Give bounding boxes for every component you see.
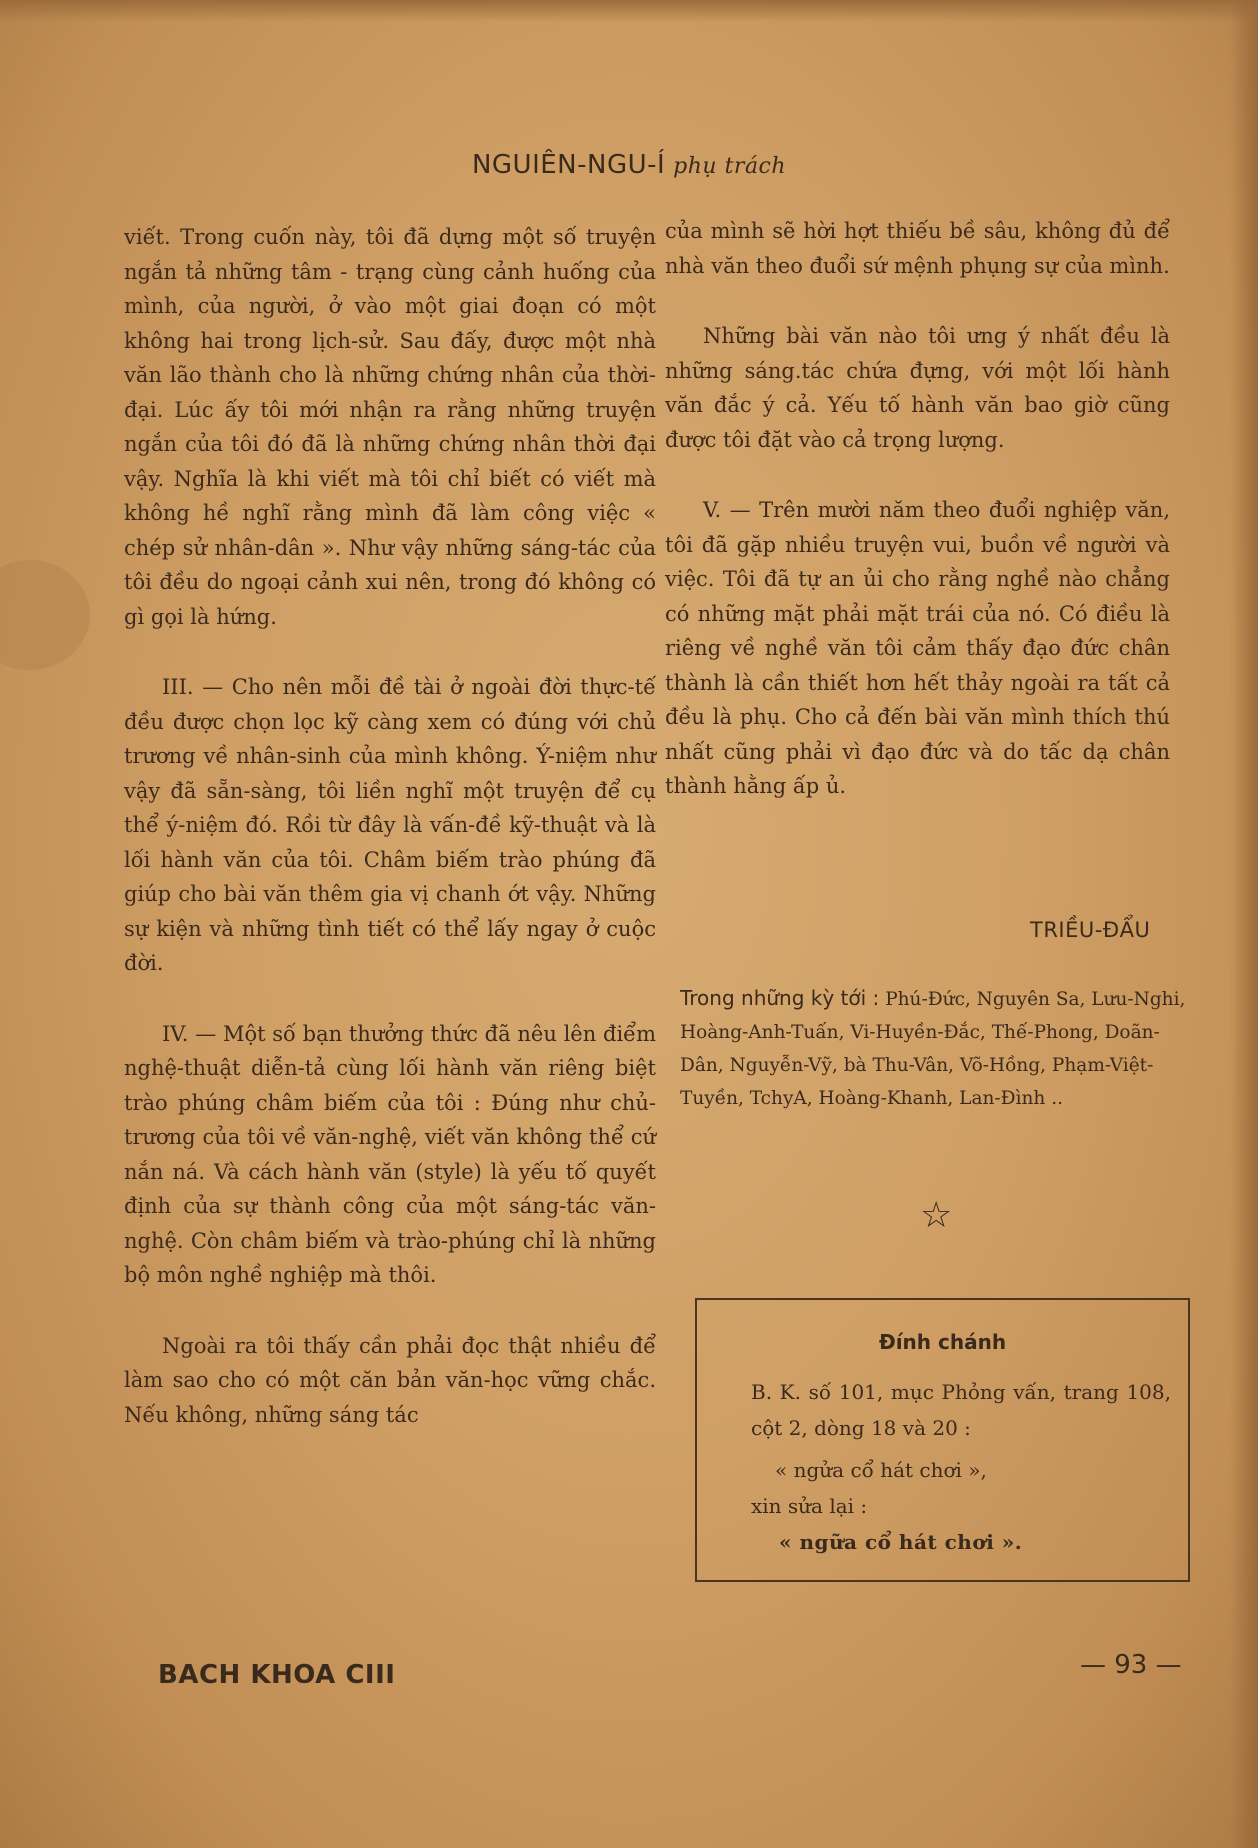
errata-title: Đính chánh: [878, 1330, 1007, 1354]
errata-box: [695, 1298, 1190, 1582]
errata-correct: « ngữa cổ hát chơi ».: [779, 1530, 1023, 1554]
paragraph: IV. — Một số bạn thưởng thức đã nêu lên điểm nghệ-thuật diễn-tả cùng lối hành văn riêng biệt trào phúng châm biếm của tôi : Đúng như chủ-trương của tôi về văn-nghệ, viết văn không thể cứ nắn ná. Và cách hành văn (style) là yếu tố quyết định của sự thành công của một sáng-tác văn-nghệ. Còn châm biếm và trào-phúng chỉ là những bộ môn nghề nghiệp mà thôi.: [124, 1021, 656, 1287]
page-edge-top: [0, 0, 1258, 22]
star-icon: ☆: [920, 1195, 953, 1236]
header-subtitle: phụ trách: [673, 154, 787, 179]
paragraph: của mình sẽ hời hợt thiếu bề sâu, không đủ để nhà văn theo đuổi sứ mệnh phụng sự của mình.: [665, 219, 1170, 278]
left-column: [124, 220, 656, 1432]
contributors-lead: Trong những kỳ tới :: [680, 986, 880, 1010]
errata-wrong: « ngửa cổ hát chơi »,: [775, 1458, 987, 1482]
paragraph: Ngoài ra tôi thấy cần phải đọc thật nhiều để làm sao cho có một căn bản văn-học vững chắc. Nếu không, những sáng tác: [124, 1333, 656, 1427]
upcoming-contributors: [680, 982, 1190, 1115]
paragraph: III. — Cho nên mỗi đề tài ở ngoài đời thực-tế đều được chọn lọc kỹ càng xem có đúng với chủ trương về nhân-sinh của mình không. Ý-niệm như vậy đã sẵn-sàng, tôi liền nghĩ một truyện để cụ thể ý-niệm đó. Rồi từ đây là vấn-đề kỹ-thuật và là lối hành văn của tôi. Châm biếm trào phúng đã giúp cho bài văn thêm gia vị chanh ớt vậy. Những sự kiện và những tình tiết có thể lấy ngay ở cuộc đời.: [124, 675, 656, 975]
page-edge-right: [1230, 0, 1258, 1848]
errata-instruction: xin sửa lại :: [751, 1494, 868, 1518]
page-header: [0, 150, 1258, 180]
torn-edge: [0, 560, 90, 670]
contributors-names: Phú-Đức, Nguyên Sa, Lưu-Nghi, Hoàng-Anh-Tuấn, Vi-Huyền-Đắc, Thế-Phong, Doãn-Dân, Nguyễn-Vỹ, bà Thu-Vân, Võ-Hồng, Phạm-Việt-Tuyền, TchyA, Hoàng-Khanh, Lan-Đình ..: [680, 989, 1186, 1109]
paragraph: V. — Trên mười năm theo đuổi nghiệp văn, tôi đã gặp nhiều truyện vui, buồn về người và việc. Tôi đã tự an ủi cho rằng nghề nào chẳng có những mặt phải mặt trái của nó. Có điều là riêng về nghề văn tôi cảm thấy đạo đức chân thành là cần thiết hơn hết thảy ngoài ra tất cả đều là phụ. Cho cả đến bài văn mình thích thú nhất cũng phải vì đạo đức và do tấc dạ chân thành hằng ấp ủ.: [665, 498, 1170, 798]
author-signature: TRIỀU-ĐẨU: [1030, 918, 1151, 942]
errata-reference: B. K. số 101, mục Phỏng vấn, trang 108, cột 2, dòng 18 và 20 :: [751, 1380, 1171, 1440]
paragraph: viết. Trong cuốn này, tôi đã dựng một số truyện ngắn tả những tâm - trạng cùng cảnh huống của mình, của người, ở vào một giai đoạn có một không hai trong lịch-sử. Sau đấy, được một nhà văn lão thành cho là những chứng nhân của thời-đại. Lúc ấy tôi mới nhận ra rằng những truyện ngắn của tôi đó đã là những chứng nhân thời đại vậy. Nghĩa là khi viết mà tôi chỉ biết có viết mà không hề nghĩ rằng mình đã làm công việc « chép sử nhân-dân ». Như vậy những sáng-tác của tôi đều do ngoại cảnh xui nên, trong đó không có gì gọi là hứng.: [124, 225, 656, 629]
right-column: [665, 214, 1170, 804]
page-number: — 93 —: [1080, 1650, 1182, 1680]
header-title: NGUIÊN-NGU-Í: [471, 150, 666, 180]
paragraph: Những bài văn nào tôi ưng ý nhất đều là những sáng.tác chứa đựng, với một lối hành văn đắc ý cả. Yếu tố hành văn bao giờ cũng được tôi đặt vào cả trọng lượng.: [665, 324, 1170, 452]
magazine-footer: BACH KHOA CIII: [158, 1660, 396, 1690]
errata-body: [751, 1374, 1171, 1560]
